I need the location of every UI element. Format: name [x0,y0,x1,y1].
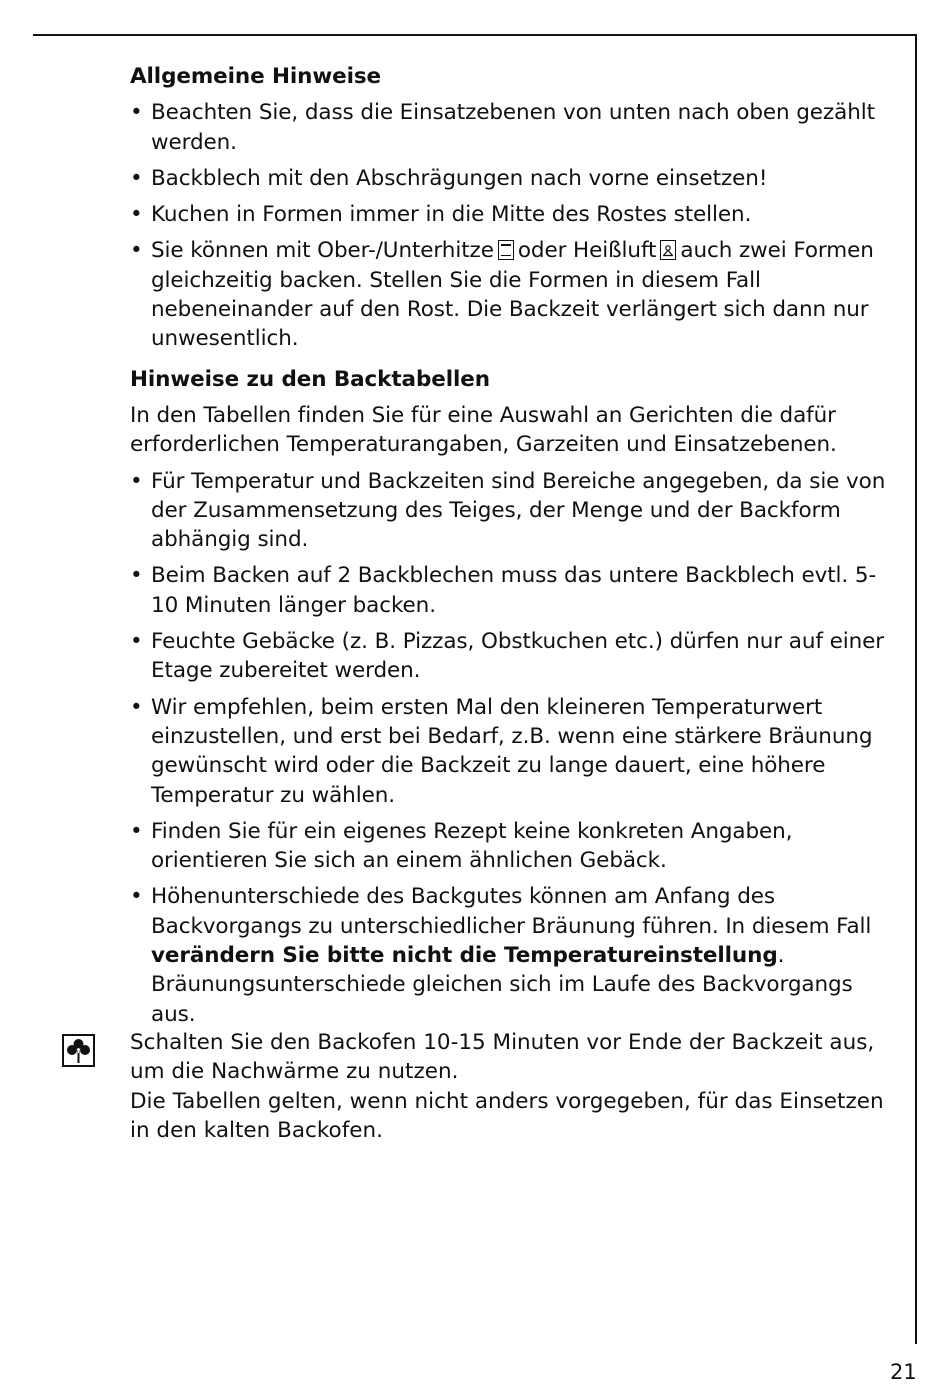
list-item: • Für Temperatur und Backzeiten sind Bereiche angegeben, da sie von der Zusammensetzung des Teiges, der Menge und der Backform abhängig sind. [130,468,886,553]
list-item: • Finden Sie für ein eigenes Rezept keine konkreten Angaben, orientieren Sie sich an einem ähnlichen Gebäck. [130,818,793,874]
eco-clover-icon [62,1034,95,1067]
top-bottom-heat-icon [498,240,514,260]
eco-tip-line-2: Die Tabellen gelten, wenn nicht anders vorgegeben, für das Einsetzen in den kalten Backofen. [130,1088,884,1143]
baking-tables-notes-list [130,467,895,1029]
list-item: • Feuchte Gebäcke (z. B. Pizzas, Obstkuchen etc.) dürfen nur auf einer Etage zubereitet werden. [130,629,884,684]
baking-tables-intro: In den Tabellen finden Sie für eine Auswahl an Gerichten die dafür erforderlichen Temperaturangaben, Garzeiten und Einsatzebenen. [130,402,837,458]
top-rule [33,34,917,36]
fan-heat-icon [660,240,676,260]
list-item: • Kuchen in Formen immer in die Mitte des Rostes stellen. [130,202,752,228]
page-number: 21 [890,1360,917,1384]
energy-saving-tip [130,1028,895,1145]
emphasis-text: verändern Sie bitte nicht die Temperatureinstellung [151,943,778,969]
eco-tip-line-1: Schalten Sie den Backofen 10-15 Minuten vor Ende der Backzeit aus, um die Nachwärme zu nutzen. [130,1030,875,1085]
section-heading-baking-tables: Hinweise zu den Backtabellen [130,366,490,392]
section-heading-general: Allgemeine Hinweise [130,64,382,89]
list-item: • Backblech mit den Abschrägungen nach vorne einsetzen! [130,165,768,191]
list-item: • Beachten Sie, dass die Einsatzebenen von unten nach oben gezählt werden. [130,100,875,155]
right-rule [915,34,917,1344]
list-item: • Wir empfehlen, beim ersten Mal den kleineren Temperaturwert einzustellen, und erst bei Bedarf, z.B. wenn eine stärkere Bräunung gewünscht wird oder die Backzeit zu lange dauert, eine höhere Temperatur zu wählen. [130,694,873,808]
list-item: • Höhenunterschiede des Backgutes können am Anfang des Backvorgangs zu unterschiedlicher Bräunung führen. In diesem Fall verändern Sie bitte nicht die Temperatureinstellung. Bräunungsunterschiede gleichen sich im Laufe des Backvorgangs aus. [130,884,872,1027]
general-notes-list [130,98,895,353]
list-item: • Beim Backen auf 2 Backblechen muss das untere Backblech evtl. 5-10 Minuten länger backen. [130,563,877,618]
list-item: • Sie können mit Ober-/Unterhitze oder Heißluft auch zwei Formen gleichzeitig backen. Stellen Sie die Formen in diesem Fall nebeneinander auf den Rost. Die Backzeit verlängert sich dann nur unwesentlich. [130,238,874,352]
main-content [130,62,895,1036]
